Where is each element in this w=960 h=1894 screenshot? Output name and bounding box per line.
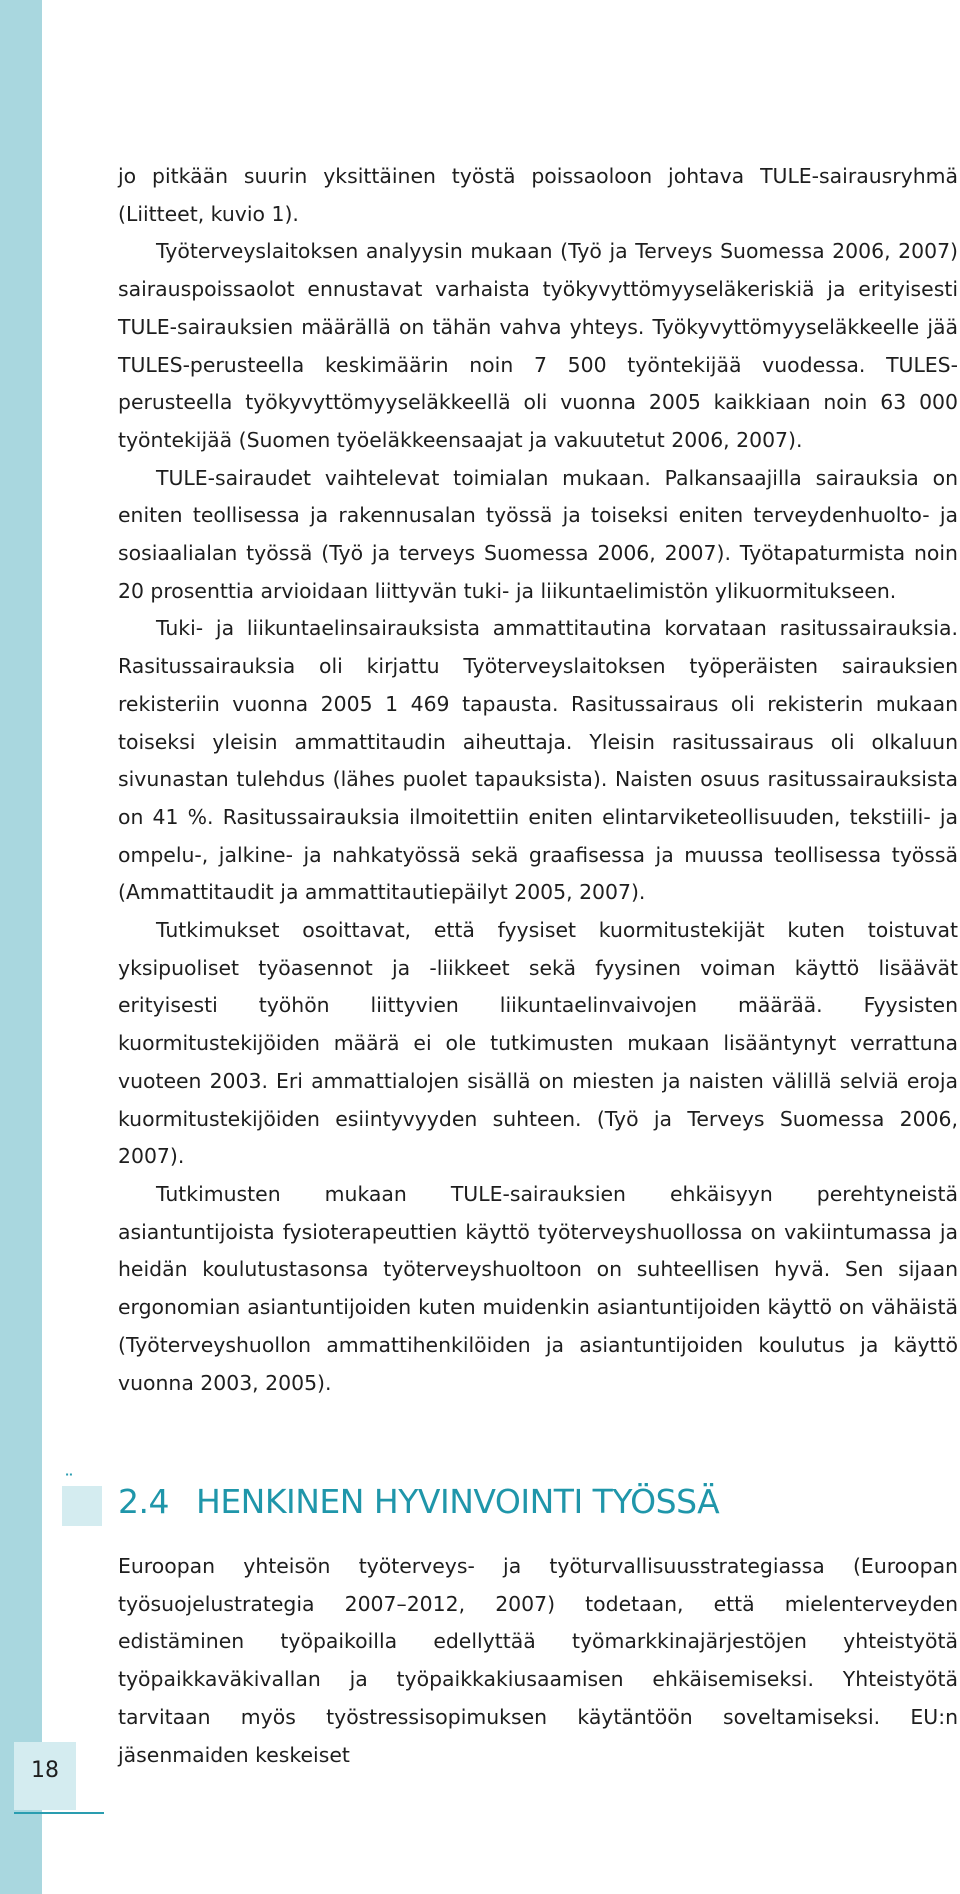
paragraph-4: Tuki- ja liikuntaelinsairauksista ammattitautina korvataan rasitussairauksia. Rasitussairauksia oli kirjattu Työterveyslaitoksen työperäisten sairauksien rekisteriin vuonna 2005 1 469 tapausta. Rasitussairaus oli rekisterin mukaan toiseksi yleisin ammattitaudin aiheuttaja. Yleisin rasitussairaus oli olkaluun sivunastan tulehdus (lähes puolet tapauksista). Naisten osuus rasitussairauksista on 41 %. Rasitussairauksia ilmoitettiin eniten elintarviketeollisuuden, tekstiili- ja ompelu-, jalkine- ja nahkatyössä sekä graafisessa ja muussa teollisessa työssä (Ammattitaudit ja ammattitautiepäilyt 2005, 2007). <box>118 616 958 905</box>
left-margin-band <box>0 0 42 1894</box>
section-heading <box>118 1480 958 1524</box>
paragraph-6: Tutkimusten mukaan TULE-sairauksien ehkäisyyn perehtyneistä asiantuntijoista fysioterapeuttien käyttö työterveyshuollossa on vakiintumassa ja heidän koulutustasonsa työterveyshuoltoon on suhteellisen hyvä. Sen sijaan ergonomian asiantuntijoiden kuten muidenkin asiantuntijoiden käyttö on vähäistä (Työterveyshuollon ammattihenkilöiden ja asiantuntijoiden koulutus ja käyttö vuonna 2003, 2005). <box>118 1181 958 1395</box>
paragraph-3: TULE-sairaudet vaihtelevat toimialan mukaan. Palkansaajilla sairauksia on eniten teollisessa ja rakennusalan työssä ja toiseksi eniten terveydenhuolto- ja sosiaalialan työssä (Työ ja terveys Suomessa 2006, 2007). Työtapaturmista noin 20 prosenttia arvioidaan liittyvän tuki- ja liikuntaelimistön ylikuormitukseen. <box>118 465 958 603</box>
page-number: 18 <box>31 1758 59 1783</box>
page-number-rule <box>14 1812 104 1814</box>
section-title: HENKINEN HYVINVOINTI TYÖSSÄ <box>196 1482 720 1521</box>
section-marker-icon: ¨ <box>64 1470 74 1494</box>
section-body-text <box>118 1548 958 1774</box>
body-text <box>118 158 958 1402</box>
paragraph-1: jo pitkään suurin yksittäinen työstä poissaoloon johtava TULE-sairausryhmä (Liitteet, kuvio 1). <box>118 164 958 226</box>
paragraph-5: Tutkimukset osoittavat, että fyysiset kuormitustekijät kuten toistuvat yksipuoliset työasennot ja -liikkeet sekä fyysinen voiman käyttö lisäävät erityisesti työhön liittyvien liikuntaelinvaivojen määrää. Fyysisten kuormitustekijöiden määrä ei ole tutkimusten mukaan lisääntynyt verrattuna vuoteen 2003. Eri ammattialojen sisällä on miesten ja naisten välillä selviä eroja kuormitustekijöiden esiintyvyyden suhteen. (Työ ja Terveys Suomessa 2006, 2007). <box>118 918 958 1169</box>
section-number: 2.4 <box>118 1482 169 1521</box>
section-paragraph-1: Euroopan yhteisön työterveys- ja työturvallisuusstrategiassa (Euroopan työsuojelustrategia 2007–2012, 2007) todetaan, että mielenterveyden edistäminen työpaikoilla edellyttää työmarkkinajärjestöjen yhteistyötä työpaikkaväkivallan ja työpaikkakiusaamisen ehkäisemiseksi. Yhteistyötä tarvitaan myös työstressisopimuksen käytäntöön soveltamiseksi. EU:n jäsenmaiden keskeiset <box>118 1554 958 1767</box>
paragraph-2: Työterveyslaitoksen analyysin mukaan (Työ ja Terveys Suomessa 2006, 2007) sairauspoissaolot ennustavat varhaista työkyvyttömyyseläkeriskiä ja erityisesti TULE-sairauksien määrällä on tähän vahva yhteys. Työkyvyttömyyseläkkeelle jää TULES-perusteella keskimäärin noin 7 500 työntekijää vuodessa. TULES-perusteella työkyvyttömyyseläkkeellä oli vuonna 2005 kaikkiaan noin 63 000 työntekijää (Suomen työeläkkeensaajat ja vakuutetut 2006, 2007). <box>118 239 958 452</box>
